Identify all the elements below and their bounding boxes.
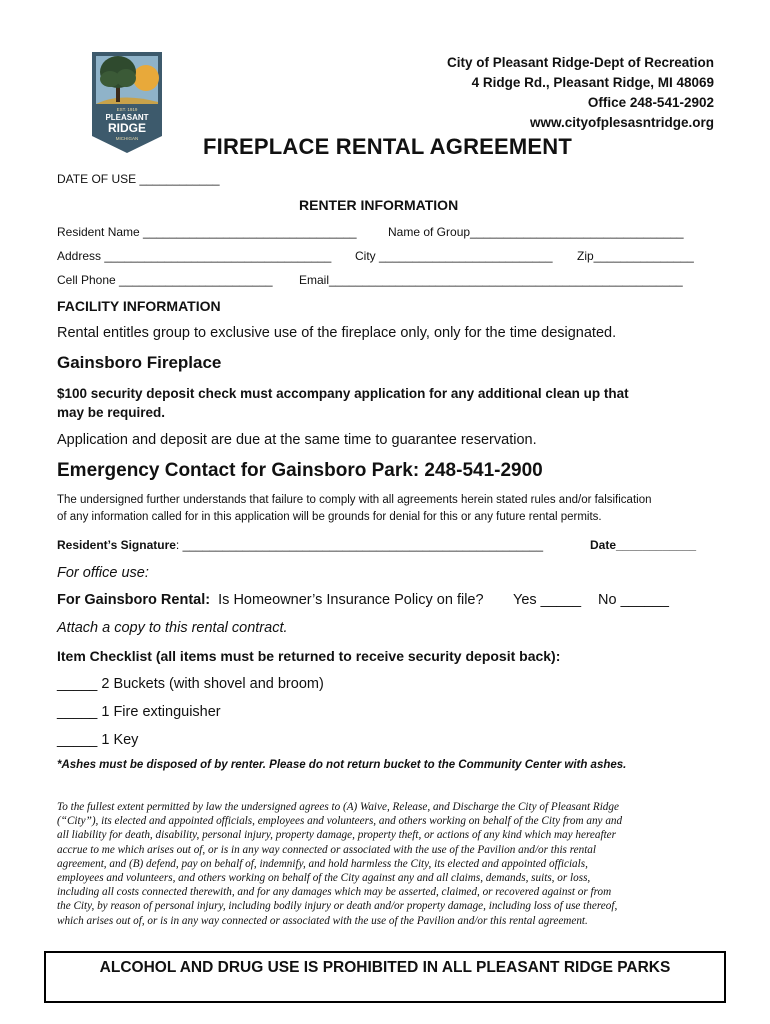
waiver-line: agreement, and (B) defend, pay on behalf of, indemnify, and hold harmless the City, its elected and appointed officials, xyxy=(57,857,588,870)
liability-waiver xyxy=(57,800,717,928)
no-field[interactable]: No ______ xyxy=(598,592,669,608)
waiver-line: employees and volunteers, and others working on behalf of the City against any and all claims, demands, suits, or loss, xyxy=(57,872,591,885)
checklist-item-key[interactable]: _____ 1 Key xyxy=(57,732,139,748)
waiver-line: (“City”), its elected and appointed officials, employees and volunteers, and others working on behalf of the City from any and xyxy=(57,815,623,828)
header-website: www.cityofplesasntridge.org xyxy=(529,115,714,130)
logo-line2: RIDGE xyxy=(107,121,147,135)
group-name-field[interactable]: Name of Group________________________________ xyxy=(388,225,684,239)
logo-line1: PLEASANT xyxy=(105,113,149,122)
city-field[interactable]: City __________________________ xyxy=(355,249,553,263)
facility-text: Rental entitles group to exclusive use of the fireplace only, only for the time designated. xyxy=(57,325,617,341)
email-field[interactable]: Email_____________________________________________________ xyxy=(299,273,683,287)
date-of-use-field[interactable]: DATE OF USE ____________ xyxy=(57,172,220,186)
undersigned-line-1: The undersigned further understands that failure to comply with all agreements herein stated rules and/or falsification xyxy=(57,494,652,506)
waiver-line: To the fullest extent permitted by law the undersigned agrees to (A) Waive, Release, and Discharge the City of Pleasant Ridge xyxy=(57,801,619,813)
logo-line3: MICHIGAN xyxy=(115,136,139,141)
deposit-line-1: $100 security deposit check must accompany application for any additional clean up that xyxy=(57,386,629,401)
page-title: FIREPLACE RENTAL AGREEMENT xyxy=(203,134,573,159)
header-address: 4 Ridge Rd., Pleasant Ridge, MI 48069 xyxy=(471,75,714,90)
signature-colon: : xyxy=(175,538,180,552)
insurance-row xyxy=(57,592,484,608)
ashes-note: *Ashes must be disposed of by renter. Please do not return bucket to the Community Center with ashes. xyxy=(57,759,627,771)
city-logo xyxy=(90,52,164,154)
waiver-line: the City, by reason of personal injury, including bodily injury or death and/or property damage, including loss of use thereof, xyxy=(57,900,618,913)
yes-field[interactable]: Yes _____ xyxy=(513,592,582,608)
signature-label: Resident’s Signature xyxy=(57,538,176,552)
waiver-line: all liability for death, disability, personal injury, property damage, property theft, or actions of any kind which may hereafter xyxy=(57,829,617,842)
deposit-line-2: may be required. xyxy=(57,405,166,420)
office-use-label: For office use: xyxy=(57,565,149,581)
undersigned-line-2: of any information called for in this application will be grounds for denial for this or any future rental permits. xyxy=(57,511,602,523)
emergency-contact: Emergency Contact for Gainsboro Park: 248-541-2900 xyxy=(57,460,543,481)
application-text: Application and deposit are due at the same time to guarantee reservation. xyxy=(57,432,537,448)
signature-line[interactable]: ______________________________________________________ xyxy=(182,538,543,552)
signature-row xyxy=(57,538,543,552)
date-field[interactable]: Date____________ xyxy=(590,538,697,552)
resident-name-field[interactable]: Resident Name ________________________________ xyxy=(57,225,357,239)
gainsboro-rental-label: For Gainsboro Rental: xyxy=(57,592,211,608)
prohibition-box xyxy=(44,951,726,1003)
address-field[interactable]: Address __________________________________ xyxy=(57,249,332,263)
cell-phone-field[interactable]: Cell Phone _______________________ xyxy=(57,273,273,287)
insurance-question: Is Homeowner’s Insurance Policy on file? xyxy=(218,592,484,608)
checklist-heading: Item Checklist (all items must be returned to receive security deposit back): xyxy=(57,648,561,664)
facility-heading: FACILITY INFORMATION xyxy=(57,298,221,314)
prohibition-text: ALCOHOL AND DRUG USE IS PROHIBITED IN ALL PLEASANT RIDGE PARKS xyxy=(99,959,671,976)
renter-info-heading: RENTER INFORMATION xyxy=(299,197,459,213)
waiver-line: accrue to me which arises out of, or is in any way connected or associated with the use of the Pavilion and/or this rental xyxy=(57,843,597,856)
zip-field[interactable]: Zip_______________ xyxy=(577,249,694,263)
logo-est: EST. 1919 xyxy=(116,107,138,112)
attach-copy-note: Attach a copy to this rental contract. xyxy=(57,620,288,636)
checklist-item-extinguisher[interactable]: _____ 1 Fire extinguisher xyxy=(57,704,221,720)
checklist-item-buckets[interactable]: _____ 2 Buckets (with shovel and broom) xyxy=(57,676,324,692)
header-office: Office 248-541-2902 xyxy=(587,95,714,110)
waiver-line: including all costs connected therewith, and for any damages which may be asserted, claimed, or recovered against or from xyxy=(57,886,612,899)
waiver-line: which arises out of, or is in any way connected or associated with the use of the Pavilion and/or this rental agreement. xyxy=(57,914,588,927)
fireplace-heading: Gainsboro Fireplace xyxy=(57,353,222,372)
header-org: City of Pleasant Ridge-Dept of Recreation xyxy=(446,55,714,70)
